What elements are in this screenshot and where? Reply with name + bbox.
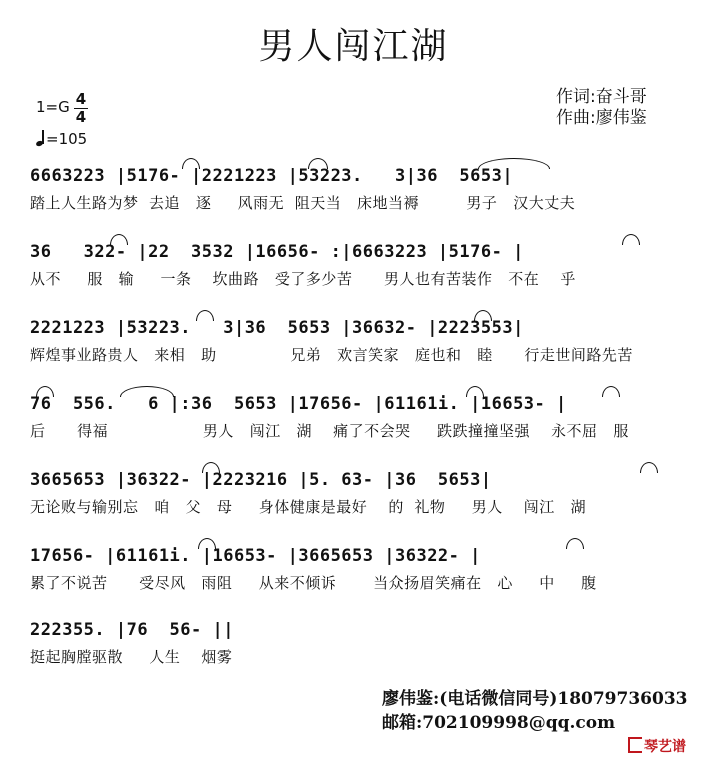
lyrics-line: 无论败与输别忘 咱 父 母 身体健康是最好 的 礼物 男人 闯江 湖 xyxy=(30,498,587,516)
tempo-value: =105 xyxy=(46,130,88,148)
slur-mark xyxy=(182,158,200,169)
slur-mark xyxy=(466,386,484,397)
lyrics-line: 后 得福 男人 闯江 湖 痛了不会哭 跌跌撞撞坚强 永不屈 服 xyxy=(30,422,629,440)
watermark-logo xyxy=(628,736,686,756)
notes-line: 36 322- |22 3532 |16656- :|6663223 |5176- | xyxy=(30,242,524,262)
brand-mark-icon xyxy=(628,737,642,753)
meter-bottom: 4 xyxy=(75,108,87,126)
notes-line: 3665653 |36322- |2223216 |5. 63- |36 5653| xyxy=(30,470,492,490)
notes-line: 222355. |76 56- || xyxy=(30,620,234,640)
slur-mark xyxy=(36,386,54,397)
slur-mark xyxy=(566,538,584,549)
notes-line: 76 556. 6 |:36 5653 |17656- |61161i. |16653- | xyxy=(30,394,567,414)
slur-mark xyxy=(120,386,174,397)
tempo-marking xyxy=(36,130,87,148)
slur-mark xyxy=(308,158,328,169)
key-signature: 1=G xyxy=(36,98,70,116)
lyrics-line: 从不 服 输 一条 坎曲路 受了多少苦 男人也有苦装作 不在 乎 xyxy=(30,270,576,288)
song-title: 男人闯江湖 xyxy=(258,26,449,67)
slur-mark xyxy=(474,310,492,321)
slur-mark xyxy=(622,234,640,245)
slur-mark xyxy=(196,310,214,321)
lyrics-line: 辉煌事业路贵人 来相 助 兄弟 欢言笑家 庭也和 睦 行走世间路先苦 xyxy=(30,346,633,364)
notes-line: 17656- |61161i. |16653- |3665653 |36322- | xyxy=(30,546,481,566)
quarter-note-icon xyxy=(36,130,46,146)
slur-mark xyxy=(640,462,658,473)
slur-mark xyxy=(202,462,220,473)
slur-mark xyxy=(602,386,620,397)
contact-email: 邮箱:702109998@qq.com xyxy=(382,713,616,733)
slur-mark xyxy=(110,234,128,245)
meter-top: 4 xyxy=(75,90,87,108)
time-signature xyxy=(74,91,88,126)
composer-credit: 作曲:廖伟鉴 xyxy=(556,108,647,128)
contact-phone: 廖伟鉴:(电话微信同号)18079736033 xyxy=(382,689,688,709)
notes-line: 6663223 |5176- |2221223 |53223. 3|36 5653| xyxy=(30,166,514,186)
lyrics-line: 踏上人生路为梦 去追 逐 风雨无 阻天当 床地当褥 男子 汉大丈夫 xyxy=(30,194,576,212)
notes-line: 2221223 |53223. 3|36 5653 |36632- |2223553| xyxy=(30,318,524,338)
watermark-text: 琴艺谱 xyxy=(644,739,686,755)
slur-mark xyxy=(478,158,550,169)
lyricist-credit: 作词:奋斗哥 xyxy=(556,87,647,107)
lyrics-line: 挺起胸膛驱散 人生 烟雾 xyxy=(30,648,233,666)
lyrics-line: 累了不说苦 受尽风 雨阻 从来不倾诉 当众扬眉笑痛在 心 中 腹 xyxy=(30,574,597,592)
slur-mark xyxy=(198,538,216,549)
